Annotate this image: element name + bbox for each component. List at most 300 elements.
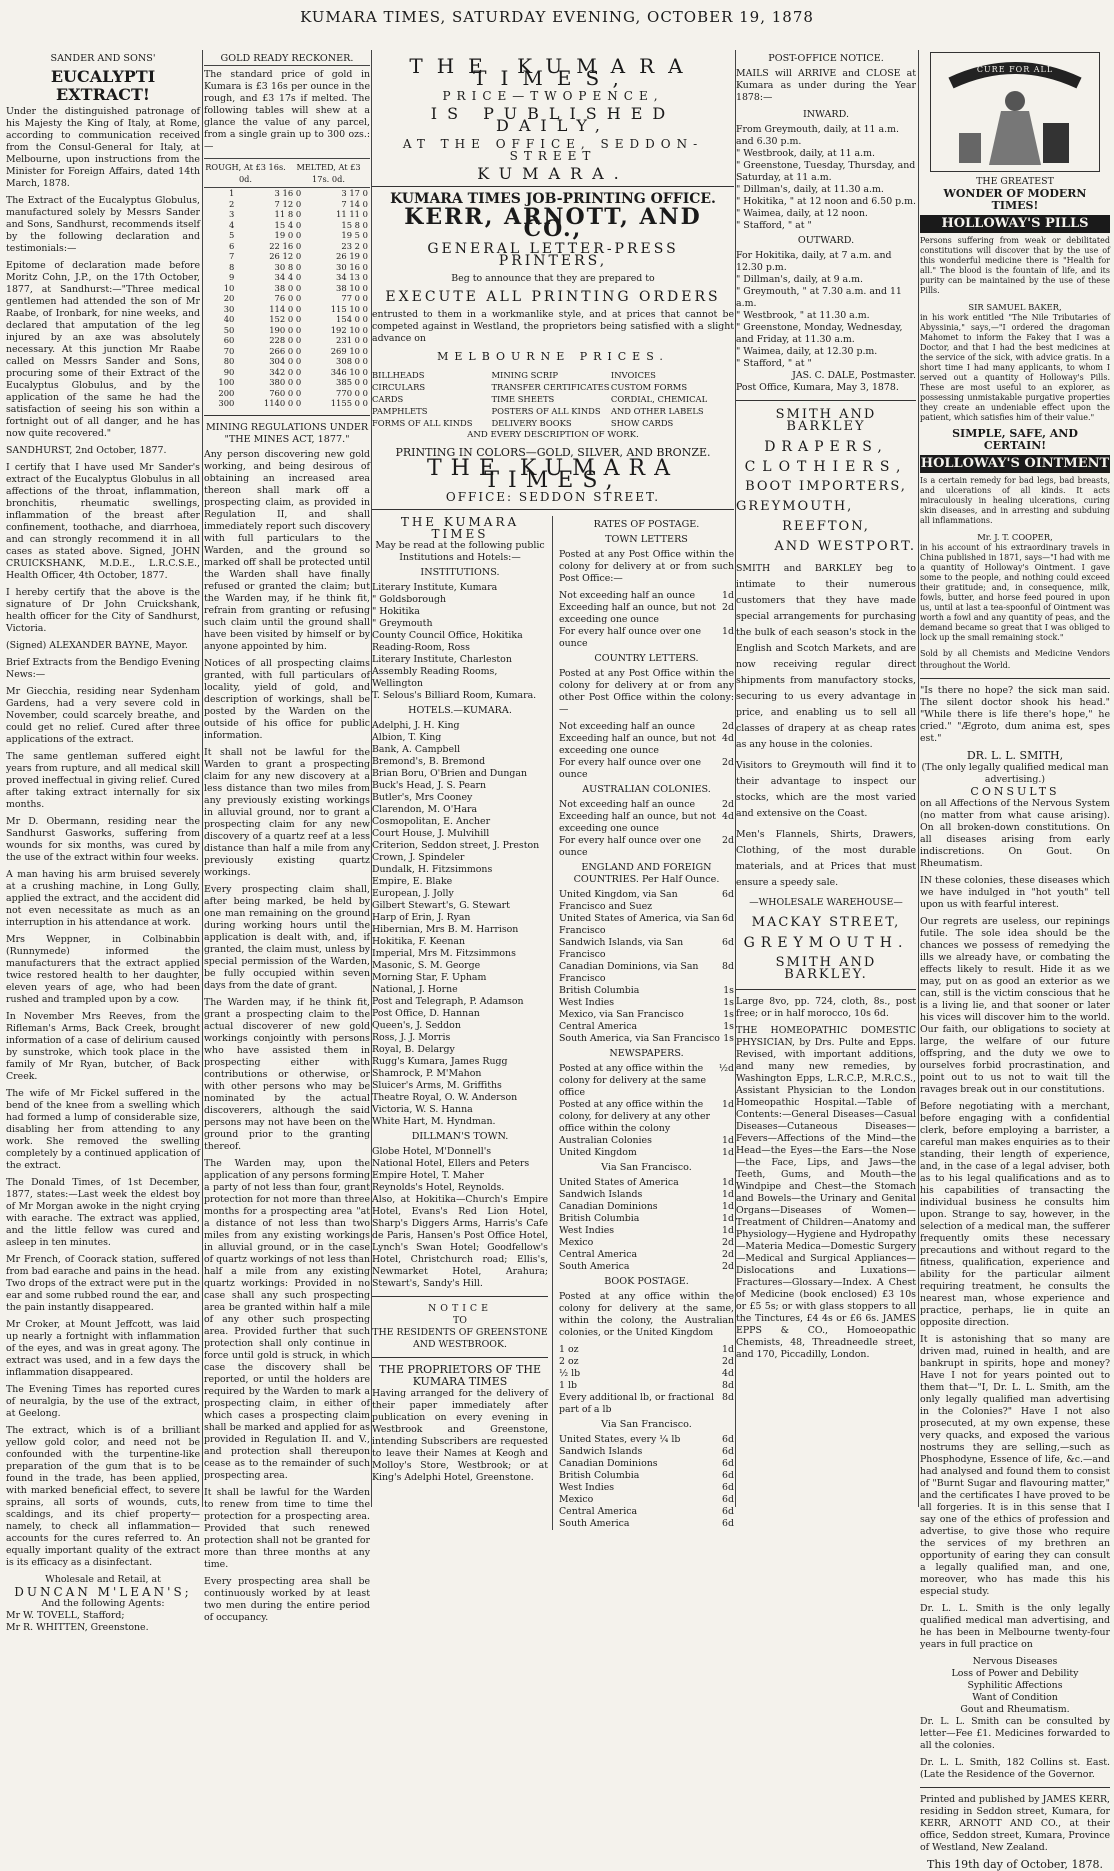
- gold-table-row: [204, 262, 370, 273]
- column-holloway: [920, 50, 1110, 1871]
- hotel-item: National, J. Horne: [372, 984, 458, 995]
- inward-item: " Greenstone, Tuesday, Thursday, and Saturday, at 11 a.m.: [736, 160, 916, 183]
- gold-table-row: [204, 293, 370, 304]
- rates-column: [559, 516, 734, 1530]
- gold-table-cell: 60: [223, 335, 235, 345]
- gold-table-cell: 8: [229, 261, 235, 272]
- gold-table-cell: 115 10 0: [330, 303, 368, 314]
- gold-table-cell: 190 0 0: [269, 324, 302, 335]
- divider: [736, 989, 916, 990]
- hotel-item: Imperial, Mrs M. Fitzsimmons: [372, 948, 516, 959]
- catalogue-item: DELIVERY BOOKS: [491, 418, 572, 428]
- rate-label: Mexico: [559, 1494, 594, 1505]
- hotel-item: European, J. Jolly: [372, 888, 454, 899]
- melbourne-prices: MELBOURNE PRICES.: [437, 350, 669, 363]
- smith-para-6: Dr. L. L. Smith can be consulted by letter—Fee £1. Medicines forwarded to all the colonies.: [920, 1716, 1110, 1751]
- gold-table-cell: 26 19 0: [336, 251, 368, 261]
- institution-item: Literary Institute, Charleston: [372, 654, 512, 665]
- eucalypti-paragraph: Mr French, of Coorack station, suffered from bad earache and pains in the head. Two drops of the extract were put in the ear and some rubbed round the ear, and the pain instantly disappeared.: [6, 1254, 200, 1313]
- newspaper-rates: [559, 1063, 734, 1159]
- hotel-item: Victoria, W. S. Hanna: [372, 1104, 473, 1115]
- read-at-title: THE KUMARA TIMES: [400, 515, 520, 541]
- gold-table-row: [204, 220, 370, 231]
- rate-value: 6d: [722, 1506, 734, 1517]
- rate-value: 6d: [722, 1470, 734, 1481]
- book-every-label: Every additional lb, or fractional part of a lb: [559, 1392, 714, 1415]
- smith-para-1: IN these colonies, these diseases which we have indulged in "hot youth" tell upon us with fearful interest.: [920, 875, 1110, 910]
- catalogue-item: PAMPHLETS: [372, 406, 428, 416]
- rate-value: 2d: [722, 1249, 734, 1260]
- gold-table-cell: 11 8 0: [274, 209, 302, 219]
- post-office-title: POST-OFFICE NOTICE.: [768, 53, 884, 64]
- eucalypti-paragraph: I certify that I have used Mr Sander's extract of the Eucalyptus Globulus in all affections of the throat, inflammation, bronchitis, rheumatic swellings, inflammation of the breast after confinement, toothache, and diarrhoea, and can strongly recommend it in all cases as stated above. Signed, JOHN CRUICKSHANK, M.D.E., L.R.C.S.E., Health Officer, 4th October, 1877.: [6, 462, 200, 581]
- rate-value: 4d: [722, 733, 734, 744]
- rates-title: RATES OF POSTAGE.: [593, 519, 700, 530]
- outward-heading: OUTWARD.: [797, 235, 855, 246]
- rate-label: South America: [559, 1518, 630, 1529]
- gold-table-cell: 4: [229, 219, 235, 230]
- gold-intro: The standard price of gold in Kumara is £3 16s per ounce in the rough, and £3 17s if melted. The following tables will shew at a glance the value of any parcel, from a single grain up to 300 ozs.:—: [204, 69, 370, 152]
- hotel-item: Rugg's Kumara, James Rugg: [372, 1056, 508, 1067]
- eucalypti-paragraph: SANDHURST, 2nd October, 1877.: [6, 445, 167, 456]
- paper-title-2: THE KUMARA TIMES,: [427, 456, 679, 493]
- proprietors-heading: THE PROPRIETORS OF THE KUMARA TIMES: [379, 1363, 541, 1388]
- inward-list: [736, 124, 916, 232]
- rate-value: 6d: [722, 889, 734, 900]
- divider: [204, 415, 370, 416]
- column-kumara-times: [372, 50, 734, 1529]
- rate-value: 2d: [722, 721, 734, 732]
- book-rates: [559, 1344, 734, 1392]
- gold-table-row: [204, 367, 370, 378]
- column-post-office: [736, 50, 916, 1507]
- notice-to: TO: [453, 1315, 467, 1326]
- rate-label: Not exceeding half an ounce: [559, 799, 695, 810]
- agent-line: Mr R. WHITTEN, Greenstone.: [6, 1622, 149, 1633]
- gold-table-cell: 6: [229, 240, 235, 251]
- catalogue-item: MINING SCRIP: [491, 370, 559, 380]
- gold-table-cell: 30 16 0: [336, 261, 368, 272]
- ointment-text: Is a certain remedy for bad legs, bad breasts, and ulcerations of all kinds. It acts miraculously in healing ulcerations, curing skin diseases, and in arresting and subduing all inflammations.: [920, 476, 1110, 525]
- rate-value: 2d: [722, 1237, 734, 1248]
- rate-label: Sandwich Islands, via San Francisco: [559, 937, 684, 960]
- gold-table-cell: 1155 0 0: [330, 398, 368, 408]
- rate-label: For every half ounce over one ounce: [559, 626, 702, 649]
- column-eucalypti: [6, 50, 200, 1633]
- inward-item: " Waimea, daily, at 12 noon.: [736, 208, 868, 219]
- institutions-heading: INSTITUTIONS.: [420, 567, 500, 578]
- eucalypti-paragraph: Mr Croker, at Mount Jeffcott, was laid up nearly a fortnight with inflammation of the eyes, and was in great agony. The extract was used, and in a few days the inflammation disappeared.: [6, 1319, 200, 1378]
- institution-item: County Council Office, Hokitika: [372, 630, 523, 641]
- hotel-item: Bank, A. Campbell: [372, 744, 461, 755]
- dillman-item: Reynolds's Hotel, Reynolds.: [372, 1182, 505, 1193]
- gold-table-cell: 9: [229, 272, 235, 282]
- agents-intro: And the following Agents:: [41, 1598, 165, 1609]
- sanfran-rates: [559, 1177, 734, 1273]
- rate-row: [559, 1380, 734, 1392]
- rate-label: West Indies: [559, 1225, 615, 1236]
- outward-item: For Hokitika, daily, at 7 a.m. and 12.30 p.m.: [736, 250, 892, 273]
- ailment-item: Loss of Power and Debility: [951, 1668, 1079, 1679]
- divider: [372, 509, 734, 510]
- rate-row: [559, 757, 734, 781]
- country-heading: COUNTRY LETTERS.: [594, 653, 699, 664]
- rate-label: Not exceeding half an ounce: [559, 590, 695, 601]
- dillman-list: [372, 1146, 548, 1194]
- entrusted-text: entrusted to them in a workmanlike style, and at prices that cannot be competed against in Westland, the proprietors being satisfied with a slight advance on: [372, 309, 734, 344]
- gold-table-cell: 770 0 0: [336, 387, 368, 398]
- rate-label: United Kingdom: [559, 1147, 637, 1158]
- australian-heading: AUSTRALIAN COLONIES.: [582, 784, 711, 795]
- rate-row: [559, 937, 734, 961]
- gold-table-cell: 760 0 0: [269, 387, 302, 398]
- book-price: Large 8vo, pp. 724, cloth, 8s., post free; or in half morocco, 10s 6d.: [736, 996, 916, 1019]
- rate-label: British Columbia: [559, 985, 640, 996]
- catalogue-item: CORDIAL, CHEMICAL: [610, 394, 708, 404]
- rate-row: [559, 1506, 734, 1518]
- gold-table-cell: 38 0 0: [274, 282, 302, 293]
- divider: [372, 1357, 548, 1358]
- dillman-item: National Hotel, Ellers and Peters: [372, 1158, 530, 1169]
- gold-table-row: [204, 398, 370, 409]
- cure-banner: CURE FOR ALL: [976, 65, 1054, 74]
- colors-line: PRINTING IN COLORS—GOLD, SILVER, AND BRONZE.: [395, 446, 711, 459]
- town-intro: Posted at any Post Office within the colony for delivery at or from such Post Office:—: [559, 549, 734, 584]
- australian-rates: [559, 799, 734, 859]
- gold-table-cell: 90: [223, 366, 235, 377]
- greymouth-line: GREYMOUTH,: [736, 499, 854, 514]
- rate-label: Posted at any office within the colony for delivery at the same office: [559, 1063, 707, 1098]
- mining-paragraph: Notices of all prospecting claims granted, with full particulars of locality, yield of gold, and description of workings, shall be posted by the Warden on the outside of his office for public information.: [204, 657, 370, 741]
- inward-item: " Westbrook, daily, at 11 a.m.: [736, 148, 875, 159]
- rate-row: [559, 913, 734, 937]
- institution-item: " Goldsborough: [372, 594, 447, 605]
- eucalypti-paragraph: The Donald Times, of 1st December, 1877, states:—Last week the eldest boy of Mr Morgan awoke in the night crying with earache. The extract was applied, and the little fellow was cured and asleep in ten minutes.: [6, 1177, 200, 1248]
- town-letters-heading: TOWN LETTERS: [605, 534, 688, 545]
- gold-table-cell: 20: [223, 293, 235, 303]
- mining-paragraph: The Warden may, upon the application of any persons forming a party of not less than four, grant protection for not more than three months for a prospecting area "at a distance of not less than two miles from any existing workings in alluvial ground, or in the case of quartz workings of not less than half a mile from any existing quartz workings: Provided in no case shall any such prospecting area be granted within half a mile of any other such prospecting area. Provided further that such protection shall only continue in force until gold is struck, in which case the discovery shall be reported, or until the holders are required by the Warden to mark a prospecting claim, in either of which cases a prospecting claim shall be marked and applied for as provided in Regulation II. and V., and protection shall thereupon cease as to the remainder of such prospecting area.: [204, 1157, 370, 1481]
- office-line-2: OFFICE: SEDDON STREET.: [445, 490, 661, 504]
- rate-label: Exceeding half an ounce, but not exceeding one ounce: [559, 733, 716, 756]
- gold-table-row: [204, 283, 370, 294]
- rate-row: [559, 1147, 734, 1159]
- smith-para-2: Our regrets are useless, our repinings futile. The sole idea should be the chances we possess of remedying the ills we already have, or combating the effects likely to result. Hide it as we may, put on as good an exterior as we can, still is the victim conscious that he is a living lie, and that sooner or later his vices will discover him to the world. Our faith, our obligations to society at large, the welfare of our future offspring, and the duty we owe to ourselves forbid procrastination, and point out to us not to wait till the ravages break out in our constitutions.: [920, 916, 1110, 1095]
- rate-label: South America: [559, 1261, 630, 1272]
- mining-text: [204, 449, 370, 1624]
- clothiers-line: CLOTHIERS,: [744, 459, 908, 475]
- inward-item: " Stafford, " at ": [736, 220, 812, 231]
- ailment-item: Gout and Rheumatism.: [960, 1704, 1070, 1715]
- catalogue-item: CIRCULARS: [372, 382, 426, 392]
- eucalypti-paragraph: The wife of Mr Fickel suffered in the bend of the knee from a swelling which had formed a lump of considerable size, disabling her from attending to any work. She removed the swelling completely by a continued application of the extract.: [6, 1088, 200, 1171]
- rate-label: Not exceeding half an ounce: [559, 721, 695, 732]
- hotel-item: Hibernian, Mrs B. M. Harrison: [372, 924, 519, 935]
- inward-item: From Greymouth, daily, at 11 a.m. and 6.30 p.m.: [736, 124, 899, 147]
- hotel-item: Buck's Head, J. S. Pearn: [372, 780, 487, 791]
- rate-value: 1d: [722, 1189, 734, 1200]
- gold-table-row: [204, 346, 370, 357]
- rate-label: Sandwich Islands: [559, 1189, 643, 1200]
- gold-table-row: [204, 272, 370, 283]
- lower-columns: [372, 516, 734, 1530]
- hotel-item: Brian Boru, O'Brien and Dungan: [372, 768, 528, 779]
- office-line: AT THE OFFICE, SEDDON-STREET: [402, 137, 704, 163]
- catalogue-item: SHOW CARDS: [610, 418, 674, 428]
- dillman-item: Empire Hotel, T. Maher: [372, 1170, 484, 1181]
- column-rule: [918, 50, 919, 1507]
- dr-smith-title: DR. L. L. SMITH,: [966, 749, 1064, 762]
- hotel-item: Empire, E. Blake: [372, 876, 453, 887]
- hotel-item: Butler's, Mrs Cooney: [372, 792, 473, 803]
- printers-line: GENERAL LETTER-PRESS PRINTERS,: [427, 241, 679, 269]
- mining-paragraph: It shall not be lawful for the Warden to grant a prospecting claim for any new discovery at a less distance than two miles from any previously existing workings in alluvial ground, nor to grant a prospecting claim for any new discovery of a quartz reef at a less distance than half a mile from any previously existing quartz workings.: [204, 746, 370, 878]
- gold-table-cell: 34 4 0: [274, 272, 302, 282]
- rate-row: [559, 1249, 734, 1261]
- town-line: KUMARA.: [477, 164, 629, 183]
- smith-text-3: Men's Flannels, Shirts, Drawers, Clothing, of the most durable materials, and at Prices that must ensure a speedy sale.: [736, 829, 916, 888]
- gold-table-cell: 1: [229, 188, 235, 198]
- homeopathic-text: THE HOMEOPATHIC DOMESTIC PHYSICIAN, by Drs. Pulte and Epps. Revised, with important additions, and many new remedies, by Washington Epps, L.R.C.P., M.R.C.S., Assistant Physician to the London Homeopathic Hospital.—Table of Contents:—General Diseases—Casual Diseases—Cutaneous Diseases—Fevers—Affections of the Mind—the Head—the Eyes—the Ears—the Nose—the Face, Lips, and Jaws—the Teeth, Gums, and Mouth—the Windpipe and Chest—the Stomach and Bowels—the Urinary and Genital Organs—Diseases of Women—Treatment of Children—Anatomy and Physiology—Hygiene and Hydropathy—Materia Medica—Domestic Surgery—Medical and Surgical Appliances—Dislocations and Luxations—Fractures—Glossary—Index. A Chest of Medicine (book enclosed) £3 10s or £5 5s; or with glass stoppers to all the Tinctures, £4 4s or £6 6s. JAMES EPPS & CO., Homoeopathic Chemists, 48, Threadneedle street, and 170, Piccadilly, London.: [736, 1025, 916, 1360]
- hotel-item: Adelphi, J. H. King: [372, 720, 460, 731]
- gold-table-row: [204, 199, 370, 210]
- gold-table-cell: 266 0 0: [269, 345, 302, 356]
- post-office-intro: MAILS will ARRIVE and CLOSE at Kumara as under during the Year 1878:—: [736, 68, 916, 103]
- rate-row: [559, 1434, 734, 1446]
- rate-row: [559, 1356, 734, 1368]
- rate-value: 2d: [722, 1261, 734, 1272]
- hotel-item: Albion, T. King: [372, 732, 442, 743]
- dr-smith-sub: (The only legally qualified medical man advertising.): [921, 762, 1109, 785]
- rate-row: [559, 1189, 734, 1201]
- rate-row: [559, 997, 734, 1009]
- rate-row: [559, 985, 734, 997]
- rate-value: 2d: [722, 757, 734, 768]
- gold-table-cell: 269 10 0: [330, 345, 368, 356]
- smith-barkley-title: SMITH AND BARKLEY: [775, 407, 877, 434]
- rate-value: 6d: [722, 913, 734, 924]
- catalogue-item: FORMS OF ALL KINDS: [372, 418, 473, 428]
- holloways-pills-banner: HOLLOWAY'S PILLS: [920, 215, 1110, 233]
- duncan-mclean: DUNCAN M'LEAN'S;: [14, 1585, 192, 1599]
- hotel-item: Crown, J. Spindeler: [372, 852, 465, 863]
- baker-text: in his work entitled "The Nile Tributaries of Abyssinia," says,—"I ordered the dragoman Mahomet to inform the Fakey that I was a Doctor, and that I had the best medicines at the service of the sick, with advice gratis. In a short time I had many applicants, to whom I served out a quantity of Holloway's Pills. These are most useful to an explorer, as possessing unmistakable purgative properties they create an undeniable effect upon the patient, which satisfies him of their value.": [920, 313, 1110, 422]
- smith-para-4: It is astonishing that so many are driven mad, ruined in health, and are bankrupt in spirits, hope and money? Have I not for years pointed out to them that—"I, Dr. L. L. Smith, am the only legally qualified man advertising in the Colonies?" Have I not also prosecuted, at my own expense, these very quacks, and exposed the various nostrums they are selling,—such as Phosphodyne, Essence of life, &c.—and had analysed and found them to consist of "Burnt Sugar and flavouring matter," and the certificates I have proved to be all forgeries. It is in this sense that I say one of the ethics of profession and advertise, to give those who require the services of my brethren an opportunity of earing they can consult a legally qualified man, and one, moreover, who has made this his especial study.: [920, 1334, 1110, 1597]
- book-intro: Posted at any office within the colony for delivery at the same, within the colony, the Australian colonies, or the United Kingdom: [559, 1291, 734, 1338]
- england-heading: ENGLAND AND FOREIGN COUNTRIES. Per Half Ounce.: [573, 862, 720, 885]
- consults-text: on all Affections of the Nervous System (no matter from what cause arising). On all broken-down constitutions. On all diseases arising from early indiscretions. On Gout. On Rheumatism.: [920, 798, 1110, 869]
- inward-item: " Hokitika, " at 12 noon and 6.50 p.m.: [736, 196, 916, 207]
- gold-table-cell: 3 16 0: [274, 188, 302, 198]
- smith-para-3: Before negotiating with a merchant, before engaging with a confidential clerk, before employing a barrister, a careful man makes enquiries as to their standing, their length of experience, and, in the case of a legal adviser, both as to his legal qualifications and as to his capabilities of transacting the individual business he consults him upon. Strange to say, however, in the selection of a medical man, the sufferer frequently omits these necessary precautions and without regard to the fitness, qualification, experience and ability for the particular ailment requiring treatment, he consults the nearest man, whose experience and practice, perhaps, lie in quite an opposite direction.: [920, 1101, 1110, 1328]
- rate-label: For every half ounce over one ounce: [559, 835, 702, 858]
- gold-table-row: [204, 314, 370, 325]
- rate-value: 1d: [722, 1099, 734, 1110]
- institution-item: " Hokitika: [372, 606, 420, 617]
- notice-heading: NOTICE: [428, 1303, 492, 1314]
- mining-paragraph: Every prospecting claim shall, after being marked, be held by one man remaining on the ground during working hours until the application is dealt with, and, if granted, the claim must, unless by special permission of the Warden, be fully occupied within seven days from the date of grant.: [204, 883, 370, 991]
- gold-table-cell: 154 0 0: [336, 314, 368, 324]
- rate-label: Mexico: [559, 1237, 594, 1248]
- reefton-line: REEFTON,: [782, 519, 870, 534]
- gold-table-row: [204, 209, 370, 220]
- gold-table-cell: 15 4 0: [274, 219, 302, 230]
- every-line: AND EVERY DESCRIPTION OF WORK.: [467, 430, 639, 440]
- rate-label: Posted at any office within the colony, for delivery at any other office within the colony: [559, 1099, 711, 1134]
- catalogue-item: AND OTHER LABELS: [610, 406, 704, 416]
- hotels-heading: HOTELS.—KUMARA.: [408, 705, 512, 716]
- eucalypti-paragraph: Mrs Weppner, in Colbinabbin (Runnymede) informed the manufacturers that the extract applied twice restored health to her daughter, eleven years of age, who had been rushed and trampled upon by a cow.: [6, 934, 200, 1005]
- hotel-item: Theatre Royal, O. W. Anderson: [372, 1092, 518, 1103]
- outward-item: " Greymouth, " at 7.30 a.m. and 11 a.m.: [736, 286, 902, 309]
- newspapers-heading: NEWSPAPERS.: [609, 1048, 684, 1059]
- rate-value: 4d: [722, 1368, 734, 1379]
- catalogue-item: TRANSFER CERTIFICATES: [491, 382, 610, 392]
- rate-value: 8d: [722, 961, 734, 972]
- rate-label: United States of America, via San Francisco: [559, 913, 720, 936]
- gold-table-cell: 5: [229, 230, 235, 240]
- gold-table: [204, 188, 370, 409]
- rate-label: Canadian Dominions: [559, 1458, 658, 1469]
- mining-paragraph: Every prospecting area shall be continuously worked by at least two men during the entire period of occupancy.: [204, 1575, 370, 1623]
- published-line: IS PUBLISHED DAILY,: [430, 104, 676, 135]
- institution-item: Literary Institute, Kumara: [372, 582, 498, 593]
- rate-row: [559, 835, 734, 859]
- rate-row: [559, 1344, 734, 1356]
- smith-text-1: SMITH and BARKLEY beg to intimate to their numerous customers that they have made special arrangements for purchasing the bulk of each season's stock in the English and Scotch Markets, and are now receiving regular direct shipments from manufactory stocks, securing to us every advantage in price, and enabling us to sell all classes of drapery at as cheap rates as any house in the colonies.: [736, 563, 916, 750]
- catalogue-list: [372, 369, 734, 429]
- rate-label: Exceeding half an ounce, but not exceeding one ounce: [559, 811, 716, 834]
- gold-table-cell: 3: [229, 209, 235, 219]
- gold-table-row: [204, 335, 370, 346]
- rate-row: [559, 721, 734, 733]
- rate-row: [559, 1201, 734, 1213]
- gold-table-cell: 100: [218, 377, 235, 387]
- rate-label: Canadian Dominions, via San Francisco: [559, 961, 699, 984]
- hotel-item: Sluicer's Arms, M. Griffiths: [372, 1080, 502, 1091]
- hotel-item: Court House, J. Mulvihill: [372, 828, 490, 839]
- gold-table-cell: 346 10 0: [330, 366, 368, 377]
- smith-barkley-sign: SMITH AND BARKLEY.: [775, 955, 877, 982]
- warehouse-line: —WHOLESALE WAREHOUSE—: [749, 897, 903, 908]
- baker-heading: SIR SAMUEL BAKER,: [968, 302, 1062, 312]
- rate-row: [559, 1261, 734, 1273]
- outward-item: " Dillman's, daily, at 9 a.m.: [736, 274, 863, 285]
- rate-row: [559, 626, 734, 650]
- rough-header: ROUGH, At £3 16s. 0d.: [205, 162, 286, 184]
- rate-row: [559, 1177, 734, 1189]
- gold-table-row: [204, 356, 370, 367]
- boot-line: BOOT IMPORTERS,: [745, 479, 907, 494]
- hotel-item: Post and Telegraph, P. Adamson: [372, 996, 524, 1007]
- town-rates: [559, 590, 734, 650]
- rate-value: 1d: [722, 1177, 734, 1188]
- gold-table-cell: 40: [223, 314, 235, 324]
- outward-item: " Waimea, daily, at 12.30 p.m.: [736, 346, 878, 357]
- rate-value: 1d: [722, 590, 734, 601]
- eucalypti-paragraph: (Signed) ALEXANDER BAYNE, Mayor.: [6, 640, 188, 651]
- ailments-list: [920, 1656, 1110, 1716]
- beg-line: Beg to announce that they are prepared to: [451, 273, 655, 284]
- gold-table-cell: 3 17 0: [341, 188, 368, 198]
- divider: [736, 400, 916, 401]
- hotel-item: Shamrock, P. M'Mahon: [372, 1068, 482, 1079]
- gold-table-cell: 304 0 0: [269, 356, 302, 366]
- rate-row: [559, 1135, 734, 1147]
- eucalypti-paragraph: The same gentleman suffered eight years from rupture, and all medical skill proved ineffectual in giving relief. Cured after taking extract internally for six months.: [6, 751, 200, 810]
- rate-row: [559, 1494, 734, 1506]
- notice-residents: THE RESIDENTS OF GREENSTONE AND WESTBROOK.: [372, 1327, 548, 1350]
- rate-value: 6d: [722, 1446, 734, 1457]
- rate-row: [559, 799, 734, 811]
- rate-row: [559, 961, 734, 985]
- gold-table-cell: 10: [223, 282, 235, 293]
- mining-title: MINING REGULATIONS UNDER "THE MINES ACT, 1877.": [205, 421, 369, 445]
- hotel-item: Dundalk, H. Fitzsimmons: [372, 864, 493, 875]
- gold-table-cell: 19 0 0: [274, 230, 302, 240]
- rate-label: South America, via San Francisco: [559, 1033, 720, 1044]
- rate-label: United States, every ¼ lb: [559, 1434, 681, 1445]
- hotel-item: Criterion, Seddon street, J. Preston: [372, 840, 540, 851]
- gold-table-header: [204, 158, 370, 188]
- agents-list: [6, 1610, 200, 1634]
- gold-table-cell: 15 8 0: [341, 219, 368, 230]
- gold-table-row: [204, 388, 370, 399]
- rate-value: 1d: [722, 1344, 734, 1355]
- gold-table-cell: 76 0 0: [274, 293, 302, 303]
- column-rule: [202, 50, 203, 1507]
- firm-name: SANDER AND SONS': [50, 53, 156, 64]
- divider: [372, 186, 734, 187]
- cure-for-all-illustration: [930, 52, 1100, 172]
- rate-value: 1s: [723, 997, 734, 1008]
- institution-item: T. Selous's Billiard Room, Kumara.: [372, 690, 537, 701]
- rate-label: United States of America: [559, 1177, 679, 1188]
- rate-value: 6d: [722, 1518, 734, 1529]
- rate-label: Sandwich Islands: [559, 1446, 643, 1457]
- catalogue-item: CARDS: [372, 394, 404, 404]
- consults-heading: CONSULTS: [970, 785, 1060, 798]
- gold-table-cell: 7 12 0: [274, 198, 302, 209]
- inward-heading: INWARD.: [802, 109, 850, 120]
- hotel-item: White Hart, M. Hyndman.: [372, 1116, 496, 1127]
- gold-table-cell: 300: [218, 398, 235, 408]
- gold-table-cell: 7: [229, 251, 235, 261]
- rate-label: 1 lb: [559, 1380, 577, 1391]
- hotel-item: Post Office, D. Hannan: [372, 1008, 480, 1019]
- gold-table-cell: 385 0 0: [336, 377, 368, 387]
- rate-row: [559, 590, 734, 602]
- rate-row: [559, 1470, 734, 1482]
- mining-paragraph: Any person discovering new gold working, and being desirous of obtaining an increased area thereon shall mark off a prospecting claim, as provided in Regulation II, and shall immediately report such discovery with full particulars to the Warden, and the ground so marked off shall be protected until the Warden shall have finally refused or granted the claim; but the Warden may, if he think fit, refrain from granting or refusing such claim until the ground shall have been visited by himself or by anyone appointed by him.: [204, 448, 370, 652]
- gold-table-cell: 231 0 0: [336, 335, 368, 345]
- gold-table-cell: 50: [223, 324, 235, 335]
- holloways-ointment-banner: HOLLOWAY'S OINTMENT: [920, 456, 1110, 471]
- imprint-date: This 19th day of October, 1878.: [927, 1858, 1103, 1871]
- eucalypti-paragraph: The extract, which is of a brilliant yellow gold color, and need not be confounded with the turpentine-like preparation of the gum that is to be found in the trade, has been applied, with marked beneficial effect, to severe sprains, all sorts of wounds, cuts, scaldings, and its chief property—namely, to check all inflammation—accounts for the cures referred to. An equally important quality of the extract is its efficacy as a disinfectant.: [6, 1425, 200, 1568]
- rate-label: 2 oz: [559, 1356, 579, 1367]
- pills-text: Persons suffering from weak or debilitated constitutions will discover that by the use of this wonderful medicine there is "Health for all." The blood is the fountain of life, and its purity can be maintained by the use of these Pills.: [920, 236, 1110, 295]
- rate-row: [559, 1033, 734, 1045]
- rate-value: 1s: [723, 1021, 734, 1032]
- gold-table-cell: 22 16 0: [269, 240, 302, 251]
- rate-row: [559, 1009, 734, 1021]
- rate-label: Exceeding half an ounce, but not exceeding one ounce: [559, 602, 716, 625]
- rate-row: [559, 1482, 734, 1494]
- westport-line: AND WESTPORT.: [774, 539, 916, 554]
- agent-line: Mr W. TOVELL, Stafford;: [6, 1610, 125, 1621]
- suez-heading: Via San Francisco.: [601, 1419, 692, 1430]
- outward-list: [736, 250, 916, 370]
